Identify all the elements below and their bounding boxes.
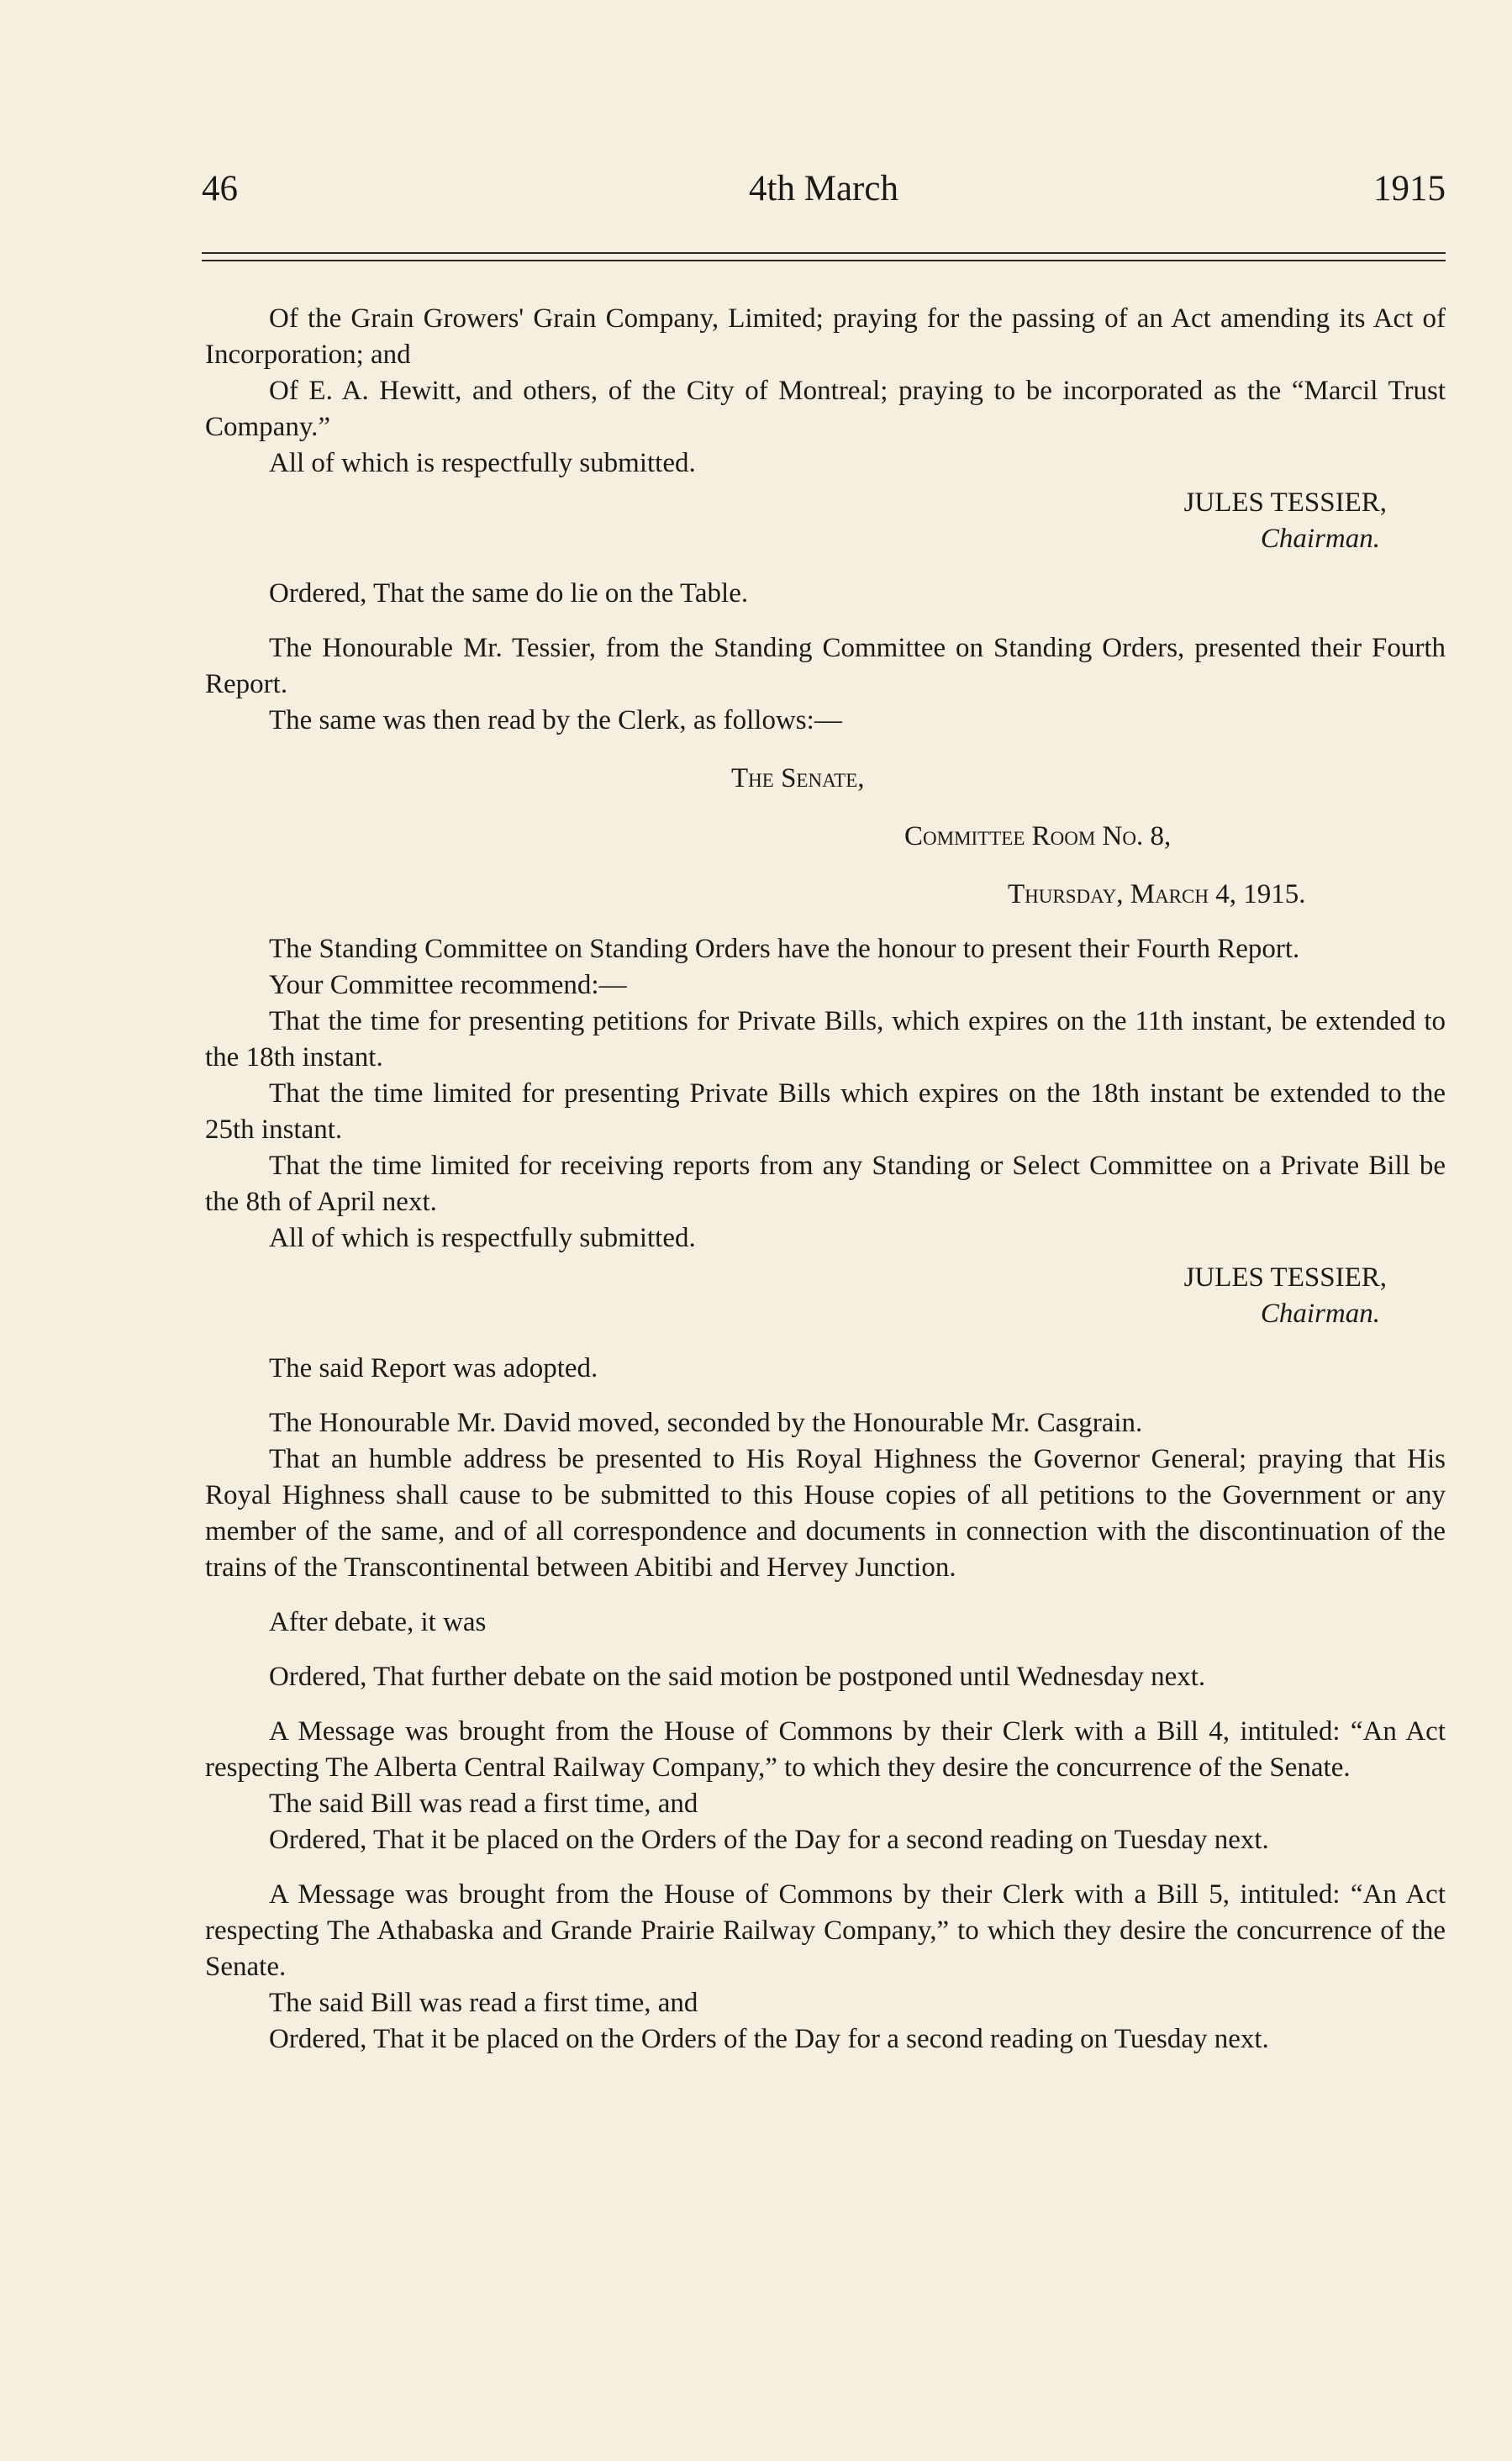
paragraph: Ordered, That it be placed on the Orders of the Day for a second reading on Tuesday next. [269, 2024, 1269, 2054]
paragraph: That the time limited for presenting Private Bills which expires on the 18th instant be extended to the 25th instant. [205, 1078, 1446, 1145]
paragraph: Of the Grain Growers' Grain Company, Limited; praying for the passing of an Act amending its Act of Incorporation; and [205, 303, 1446, 370]
page-body [205, 301, 1446, 2058]
header-year: 1915 [1373, 169, 1446, 208]
paragraph: The said Report was adopted. [269, 1353, 598, 1383]
paragraph: The same was then read by the Clerk, as follows:— [269, 705, 842, 735]
paragraph: The said Bill was read a first time, and [269, 1789, 698, 1819]
paragraph: Of E. A. Hewitt, and others, of the City of Montreal; praying to be incorporated as the “Marcil Trust Company.” [205, 376, 1446, 442]
signature-name: JULES TESSIER, [1183, 1262, 1387, 1293]
paragraph: Ordered, That the same do lie on the Table. [269, 578, 749, 609]
paragraph: Ordered, That further debate on the said motion be postponed until Wednesday next. [269, 1662, 1206, 1692]
report-dateline: Thursday, March 4, 1915. [1008, 879, 1306, 909]
running-header [202, 168, 1446, 219]
paragraph: A Message was brought from the House of Commons by their Clerk with a Bill 5, intituled: “An Act respecting The Athabaska and Grande Prairie Railway Company,” to which they desire the concurrence of the Senate. [205, 1879, 1446, 1982]
report-heading-senate: The Senate, [731, 763, 865, 793]
paragraph: All of which is respectfully submitted. [269, 1223, 696, 1253]
paragraph: Ordered, That it be placed on the Orders of the Day for a second reading on Tuesday next. [269, 1825, 1269, 1855]
paragraph: After debate, it was [269, 1607, 487, 1637]
paragraph: All of which is respectfully submitted. [269, 448, 696, 478]
report-heading-room: Committee Room No. 8, [904, 821, 1172, 851]
paragraph: The Honourable Mr. David moved, seconded by the Honourable Mr. Casgrain. [269, 1408, 1143, 1438]
paragraph: Your Committee recommend:— [269, 970, 627, 1000]
page-number: 46 [202, 169, 238, 208]
paragraph: That the time for presenting petitions for Private Bills, which expires on the 11th instant, be extended to the 18th instant. [205, 1006, 1446, 1072]
signature-name: JULES TESSIER, [1183, 487, 1387, 518]
paragraph: That the time limited for receiving reports from any Standing or Select Committee on a Private Bill be the 8th of April next. [205, 1151, 1446, 1217]
paragraph: The Honourable Mr. Tessier, from the Standing Committee on Standing Orders, presented their Fourth Report. [205, 633, 1446, 699]
signature-title: Chairman. [1260, 524, 1380, 554]
signature-title: Chairman. [1260, 1299, 1380, 1329]
paragraph: The said Bill was read a first time, and [269, 1988, 698, 2018]
header-rule-bottom [202, 260, 1446, 261]
header-date: 4th March [749, 169, 898, 208]
header-rule-top [202, 252, 1446, 254]
paragraph: The Standing Committee on Standing Orders have the honour to present their Fourth Report. [269, 934, 1300, 964]
paragraph: A Message was brought from the House of Commons by their Clerk with a Bill 4, intituled: “An Act respecting The Alberta Central Railway Company,” to which they desire the concurrence of the Senate. [205, 1716, 1446, 1783]
paragraph: That an humble address be presented to His Royal Highness the Governor General; praying that His Royal Highness shall cause to be submitted to this House copies of all petitions to the Government or any member of the same, and of all correspondence and documents in connection with the discontinuation of the trains of the Transcontinental between Abitibi and Hervey Junction. [205, 1444, 1446, 1583]
